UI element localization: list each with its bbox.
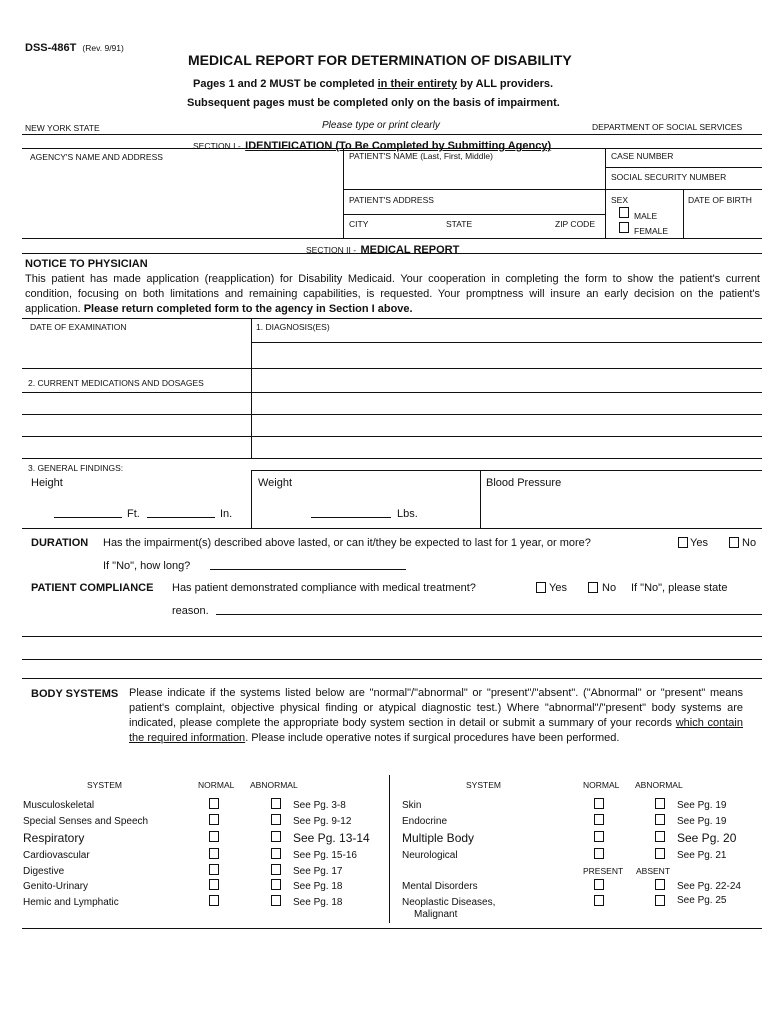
page-reference: See Pg. 13-14	[293, 831, 370, 845]
normal-checkbox[interactable]	[209, 879, 219, 890]
compliance-question: Has patient demonstrated compliance with medical treatment?	[172, 582, 476, 594]
city-field[interactable]: CITY	[349, 219, 369, 229]
weight-field[interactable]	[311, 517, 391, 518]
date-of-examination-field[interactable]: DATE OF EXAMINATION	[30, 322, 127, 332]
normal-checkbox[interactable]	[594, 798, 604, 809]
absent-checkbox[interactable]	[655, 879, 665, 890]
abnormal-checkbox[interactable]	[655, 814, 665, 825]
duration-no-checkbox[interactable]	[729, 537, 739, 548]
system-name: Digestive	[23, 866, 65, 877]
right-system-header: SYSTEM	[466, 780, 501, 790]
abnormal-checkbox[interactable]	[271, 879, 281, 890]
system-name: Special Senses and Speech	[23, 816, 149, 827]
normal-checkbox[interactable]	[209, 895, 219, 906]
body-systems-label: BODY SYSTEMS	[31, 688, 119, 700]
form-revision: (Rev. 9/91)	[82, 43, 124, 53]
notice-title: NOTICE TO PHYSICIAN	[25, 258, 148, 270]
patient-address-field[interactable]: PATIENT'S ADDRESS	[349, 195, 434, 205]
abnormal-checkbox[interactable]	[271, 831, 281, 842]
body-systems-instructions: Please indicate if the systems listed below are "normal"/"abnormal" or "present"/"absent". ("Abnormal" or "present" means patient's complaint, objective physical finding or atypical diagnostic test.) Where "abnormal"/"present" body systems are indicated, please complete the appropriate body system section in detail or submit a summary of your records which contain the required information. Please include operative notes if surgical procedures have been performed.	[129, 687, 743, 744]
right-abnormal-header: ABNORMAL	[635, 780, 683, 790]
present-header: PRESENT	[583, 866, 624, 876]
abnormal-checkbox[interactable]	[271, 798, 281, 809]
present-checkbox[interactable]	[594, 895, 604, 906]
female-checkbox[interactable]	[619, 222, 629, 233]
notice-text: This patient has made application (reapplication) for Disability Medicaid. Your cooperation in completing the form to show the patient's current condition, focusing on both limitations and remaining capabilities, is requested. Your promptness will insure an early decision on the patient's application. Please return completed form to the agency in Section I above.	[25, 273, 760, 315]
section-1-header: SECTION I - IDENTIFICATION (To Be Completed by Submitting Agency)	[193, 140, 552, 152]
duration-no-label: No	[742, 537, 757, 549]
absent-checkbox[interactable]	[655, 895, 665, 906]
compliance-no-label: No	[602, 582, 617, 594]
state-field[interactable]: STATE	[446, 219, 473, 229]
system-name: Skin	[402, 800, 422, 811]
state-label: NEW YORK STATE	[25, 123, 100, 133]
diagnosis-field[interactable]: 1. DIAGNOSIS(ES)	[256, 322, 330, 332]
page-reference: See Pg. 18	[293, 897, 343, 908]
normal-checkbox[interactable]	[209, 864, 219, 875]
page-reference: See Pg. 17	[293, 866, 343, 877]
system-name: Musculoskeletal	[23, 800, 95, 811]
form-title: MEDICAL REPORT FOR DETERMINATION OF DISABILITY	[188, 52, 572, 68]
right-normal-header: NORMAL	[583, 780, 620, 790]
normal-checkbox[interactable]	[209, 798, 219, 809]
agency-field[interactable]: AGENCY'S NAME AND ADDRESS	[30, 152, 163, 162]
system-name: Genito-Urinary	[23, 881, 89, 892]
female-label: FEMALE	[634, 226, 669, 236]
medications-field[interactable]: 2. CURRENT MEDICATIONS AND DOSAGES	[28, 378, 204, 388]
page-reference: See Pg. 15-16	[293, 850, 357, 861]
reason-label: reason.	[172, 605, 209, 617]
compliance-label: PATIENT COMPLIANCE	[31, 582, 154, 594]
inches-unit: In.	[220, 508, 233, 520]
left-normal-header: NORMAL	[198, 780, 235, 790]
case-number-field[interactable]: CASE NUMBER	[611, 151, 674, 161]
duration-yes-checkbox[interactable]	[678, 537, 688, 548]
system-name: Endocrine	[402, 816, 448, 827]
system-name: Multiple Body	[402, 831, 475, 845]
abnormal-checkbox[interactable]	[271, 848, 281, 859]
abnormal-checkbox[interactable]	[655, 798, 665, 809]
normal-checkbox[interactable]	[209, 848, 219, 859]
normal-checkbox[interactable]	[594, 831, 604, 842]
page-reference: See Pg. 20	[677, 831, 737, 845]
duration-label: DURATION	[31, 537, 89, 549]
weight-label: Weight	[258, 477, 293, 489]
page-reference: See Pg. 18	[293, 881, 343, 892]
height-label: Height	[31, 477, 63, 489]
left-system-header: SYSTEM	[87, 780, 122, 790]
system-name: Respiratory	[23, 831, 85, 845]
compliance-yes-checkbox[interactable]	[536, 582, 546, 593]
sex-label: SEX	[611, 195, 629, 205]
normal-checkbox[interactable]	[209, 831, 219, 842]
duration-yes-label: Yes	[690, 537, 708, 549]
system-name: Mental Disorders	[402, 881, 478, 892]
page-reference: See Pg. 3-8	[293, 800, 346, 811]
compliance-if-no-label: If "No", please state	[631, 582, 728, 594]
form-id: DSS-486T (Rev. 9/91)	[25, 42, 124, 54]
department-label: DEPARTMENT OF SOCIAL SERVICES	[592, 122, 743, 132]
blood-pressure-field[interactable]: Blood Pressure	[486, 477, 562, 489]
how-long-field[interactable]	[210, 569, 406, 570]
general-findings-label: 3. GENERAL FINDINGS:	[28, 463, 124, 473]
male-label: MALE	[634, 211, 658, 221]
page-reference: See Pg. 21	[677, 850, 727, 861]
compliance-yes-label: Yes	[549, 582, 567, 594]
present-checkbox[interactable]	[594, 879, 604, 890]
abnormal-checkbox[interactable]	[655, 831, 665, 842]
system-name: Hemic and Lymphatic	[23, 897, 119, 908]
completion-note-1: Pages 1 and 2 MUST be completed in their entirety by ALL providers.	[193, 78, 554, 90]
height-feet-field[interactable]	[54, 517, 122, 518]
zip-code-field[interactable]: ZIP CODE	[555, 219, 595, 229]
abnormal-checkbox[interactable]	[271, 895, 281, 906]
height-inches-field[interactable]	[147, 517, 215, 518]
reason-field[interactable]	[216, 614, 762, 615]
date-of-birth-field[interactable]: DATE OF BIRTH	[688, 195, 752, 205]
normal-checkbox[interactable]	[209, 814, 219, 825]
completion-note-2: Subsequent pages must be completed only on the basis of impairment.	[187, 97, 560, 109]
absent-header: ABSENT	[636, 866, 671, 876]
pounds-unit: Lbs.	[397, 508, 418, 520]
left-abnormal-header: ABNORMAL	[250, 780, 298, 790]
page-reference: See Pg. 25	[677, 895, 727, 906]
page-reference: See Pg. 19	[677, 800, 727, 811]
patient-name-field[interactable]: PATIENT'S NAME (Last, First, Middle)	[349, 151, 493, 161]
system-name-continued: Malignant	[414, 909, 458, 920]
normal-checkbox[interactable]	[594, 814, 604, 825]
abnormal-checkbox[interactable]	[655, 848, 665, 859]
print-note: Please type or print clearly	[322, 120, 440, 131]
system-name: Cardiovascular	[23, 850, 90, 861]
page-reference: See Pg. 9-12	[293, 816, 352, 827]
duration-question: Has the impairment(s) described above lasted, or can it/they be expected to last for 1 year, or more?	[103, 537, 591, 549]
page-reference: See Pg. 19	[677, 816, 727, 827]
ssn-field[interactable]: SOCIAL SECURITY NUMBER	[611, 172, 727, 182]
compliance-no-checkbox[interactable]	[588, 582, 598, 593]
system-name: Neurological	[402, 850, 458, 861]
how-long-label: If "No", how long?	[103, 560, 191, 572]
feet-unit: Ft.	[127, 508, 140, 520]
normal-checkbox[interactable]	[594, 848, 604, 859]
abnormal-checkbox[interactable]	[271, 864, 281, 875]
abnormal-checkbox[interactable]	[271, 814, 281, 825]
male-checkbox[interactable]	[619, 207, 629, 218]
page-reference: See Pg. 22-24	[677, 881, 741, 892]
system-name: Neoplastic Diseases,	[402, 897, 496, 908]
section-2-header: SECTION II - MEDICAL REPORT	[306, 244, 460, 256]
